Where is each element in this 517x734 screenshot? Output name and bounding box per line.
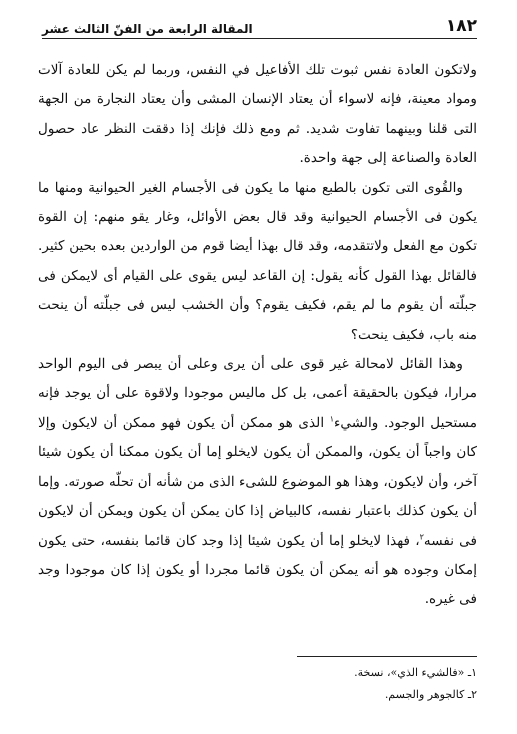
paragraph-2: والقُوى التى تكون بالطبع منها ما يكون فى الأجسام الغير الحيوانية ومنها ما يكون فى الأجسام الحيوانية وقد قال بعض الأوائل، وغار يقو منهم: إن القوة تكون مع الفعل ولاتتقدمه، وقد قال بهذا أيضا قوم من الواردين بعده بحين كثير. فالقائل بهذا القول كأنه يقول: إن القاعد ليس يقوى على القيام أى لايمكن فى جبلّته أن يقوم ما لم يقم، فكيف يقوم؟ وأن الخشب ليس فى جبلّته أن ينحت منه باب، فكيف ينحت؟	[38, 179, 477, 343]
chapter-title: المقالة الرابعة من الفنّ الثالث عشر	[42, 22, 253, 36]
footnotes	[38, 662, 477, 706]
paragraph-3-part-3: ، فهذا لايخلو إما أن يكون شيئا إذا وجد كان قائما بنفسه، حتى يكون إمكان وجوده هو أنه يمكن أن يكون قائما مجردا أو يكون إذا كان موجودا وجد فى غيره.	[38, 532, 477, 608]
footnote-divider	[297, 656, 477, 657]
footnote-marker-1[interactable]: ١	[329, 414, 335, 424]
paragraph-3-part-2: الذى هو ممكن أن يكون فهو ممكن أن لايكون وإلا كان واجباً أن يكون، والممكن أن يكون لايخلو إما أن يكون ممكنا أن يكون شيئا آخر، وأن لايكون، وهذا هو الموضوع للشىء الذى من شأنه أن تحلّه صورته. وإما أن يكون كذلك باعتبار نفسه، كالبياض إذا كان يمكن أن يكون ويمكن أن لايكون فى نفسه	[38, 414, 477, 549]
footnote-1: ١ـ «فالشيء الذي»، نسخة.	[354, 666, 477, 679]
paragraph-3	[38, 350, 477, 615]
footnote-marker-2[interactable]: ٢	[419, 531, 424, 541]
paragraph-3-part-1: وهذا القائل لامحالة غير قوى على أن يرى وعلى أن يبصر فى اليوم الواحد مرارا، فيكون بالحقيقة أعمى، بل كل ماليس موجودا ولاقوة على أن يوجد فإنه مستحيل الوجود. والشيء	[38, 356, 477, 431]
page-number: ١٨٢	[445, 16, 477, 36]
running-header	[42, 14, 477, 39]
paragraph-1: ولاتكون العادة نفس ثبوت تلك الأفاعيل في النفس، وربما لم يكن للعادة آلات ومواد معينة، فإنه لاسواء أن يعتاد الإنسان المشى وأن يعتاد النجارة من الجهة التى قلنا وبينهما تفاوت شديد. ثم ومع ذلك فإنك إذا دققت النظر عاد حصول العادة والصناعة إلى جهة واحدة.	[38, 62, 477, 167]
footnote-2: ٢ـ كالجوهر والجسم.	[384, 688, 477, 701]
main-text	[38, 56, 477, 615]
